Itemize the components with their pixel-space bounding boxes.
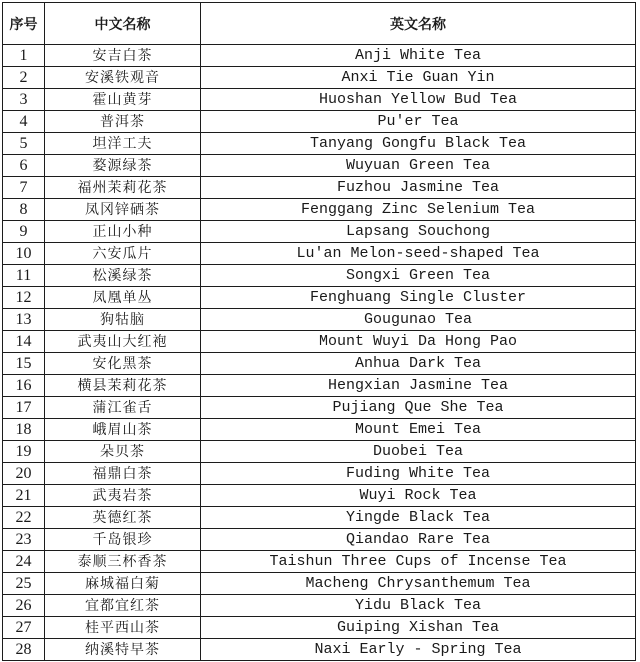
chinese-name-cell: 正山小种 [45,221,201,243]
serial-number-cell: 13 [3,309,45,331]
serial-number-cell: 7 [3,177,45,199]
table-row [3,529,636,551]
chinese-name-cell: 宜都宜红茶 [45,595,201,617]
serial-number-cell: 12 [3,287,45,309]
english-name-cell: Wuyuan Green Tea [201,155,636,177]
table-row [3,573,636,595]
table-row [3,133,636,155]
table-row [3,89,636,111]
serial-number-cell: 4 [3,111,45,133]
header-english-name: 英文名称 [201,3,636,45]
header-row [3,3,636,45]
table-row [3,243,636,265]
table-row [3,507,636,529]
english-name-cell: Anji White Tea [201,45,636,67]
table-row [3,177,636,199]
chinese-name-cell: 坦洋工夫 [45,133,201,155]
serial-number-cell: 17 [3,397,45,419]
chinese-name-cell: 安化黑茶 [45,353,201,375]
serial-number-cell: 2 [3,67,45,89]
serial-number-cell: 26 [3,595,45,617]
english-name-cell: Yidu Black Tea [201,595,636,617]
english-name-cell: Fenghuang Single Cluster [201,287,636,309]
serial-number-cell: 15 [3,353,45,375]
english-name-cell: Songxi Green Tea [201,265,636,287]
serial-number-cell: 19 [3,441,45,463]
table-row [3,595,636,617]
serial-number-cell: 6 [3,155,45,177]
chinese-name-cell: 福鼎白茶 [45,463,201,485]
table-row [3,221,636,243]
chinese-name-cell: 六安瓜片 [45,243,201,265]
english-name-cell: Gougunao Tea [201,309,636,331]
chinese-name-cell: 桂平西山茶 [45,617,201,639]
table-row [3,463,636,485]
serial-number-cell: 14 [3,331,45,353]
serial-number-cell: 16 [3,375,45,397]
english-name-cell: Lu'an Melon-seed-shaped Tea [201,243,636,265]
table-row [3,441,636,463]
serial-number-cell: 18 [3,419,45,441]
serial-number-cell: 3 [3,89,45,111]
english-name-cell: Fenggang Zinc Selenium Tea [201,199,636,221]
chinese-name-cell: 千岛银珍 [45,529,201,551]
english-name-cell: Pu'er Tea [201,111,636,133]
chinese-name-cell: 婺源绿茶 [45,155,201,177]
chinese-name-cell: 蒲江雀舌 [45,397,201,419]
chinese-name-cell: 凤凰单丛 [45,287,201,309]
serial-number-cell: 21 [3,485,45,507]
table-row [3,67,636,89]
english-name-cell: Fuzhou Jasmine Tea [201,177,636,199]
chinese-name-cell: 朵贝茶 [45,441,201,463]
table-row [3,375,636,397]
english-name-cell: Macheng Chrysanthemum Tea [201,573,636,595]
serial-number-cell: 23 [3,529,45,551]
chinese-name-cell: 横县茉莉花茶 [45,375,201,397]
english-name-cell: Mount Emei Tea [201,419,636,441]
serial-number-cell: 22 [3,507,45,529]
chinese-name-cell: 狗牯脑 [45,309,201,331]
english-name-cell: Hengxian Jasmine Tea [201,375,636,397]
chinese-name-cell: 峨眉山茶 [45,419,201,441]
header-chinese-name: 中文名称 [45,3,201,45]
serial-number-cell: 28 [3,639,45,661]
chinese-name-cell: 凤冈锌硒茶 [45,199,201,221]
english-name-cell: Anhua Dark Tea [201,353,636,375]
table-row [3,309,636,331]
table-row [3,419,636,441]
english-name-cell: Pujiang Que She Tea [201,397,636,419]
header-serial-number: 序号 [3,3,45,45]
table-row [3,639,636,661]
chinese-name-cell: 松溪绿茶 [45,265,201,287]
serial-number-cell: 8 [3,199,45,221]
english-name-cell: Naxi Early - Spring Tea [201,639,636,661]
table-row [3,331,636,353]
serial-number-cell: 10 [3,243,45,265]
chinese-name-cell: 福州茉莉花茶 [45,177,201,199]
english-name-cell: Duobei Tea [201,441,636,463]
english-name-cell: Fuding White Tea [201,463,636,485]
chinese-name-cell: 霍山黄芽 [45,89,201,111]
serial-number-cell: 1 [3,45,45,67]
table-row [3,287,636,309]
tea-name-table [2,2,636,661]
serial-number-cell: 27 [3,617,45,639]
english-name-cell: Tanyang Gongfu Black Tea [201,133,636,155]
chinese-name-cell: 英德红茶 [45,507,201,529]
chinese-name-cell: 武夷岩茶 [45,485,201,507]
table-row [3,111,636,133]
table-row [3,485,636,507]
table-row [3,265,636,287]
chinese-name-cell: 普洱茶 [45,111,201,133]
english-name-cell: Qiandao Rare Tea [201,529,636,551]
table-row [3,397,636,419]
chinese-name-cell: 安吉白茶 [45,45,201,67]
english-name-cell: Huoshan Yellow Bud Tea [201,89,636,111]
serial-number-cell: 9 [3,221,45,243]
table-row [3,155,636,177]
english-name-cell: Guiping Xishan Tea [201,617,636,639]
table-row [3,551,636,573]
chinese-name-cell: 麻城福白菊 [45,573,201,595]
english-name-cell: Yingde Black Tea [201,507,636,529]
table-body [3,45,636,661]
serial-number-cell: 25 [3,573,45,595]
chinese-name-cell: 纳溪特早茶 [45,639,201,661]
english-name-cell: Lapsang Souchong [201,221,636,243]
chinese-name-cell: 武夷山大红袍 [45,331,201,353]
chinese-name-cell: 泰顺三杯香茶 [45,551,201,573]
table-row [3,199,636,221]
table-row [3,353,636,375]
english-name-cell: Anxi Tie Guan Yin [201,67,636,89]
serial-number-cell: 11 [3,265,45,287]
serial-number-cell: 20 [3,463,45,485]
serial-number-cell: 5 [3,133,45,155]
english-name-cell: Taishun Three Cups of Incense Tea [201,551,636,573]
serial-number-cell: 24 [3,551,45,573]
table-row [3,617,636,639]
english-name-cell: Wuyi Rock Tea [201,485,636,507]
chinese-name-cell: 安溪铁观音 [45,67,201,89]
table-row [3,45,636,67]
english-name-cell: Mount Wuyi Da Hong Pao [201,331,636,353]
